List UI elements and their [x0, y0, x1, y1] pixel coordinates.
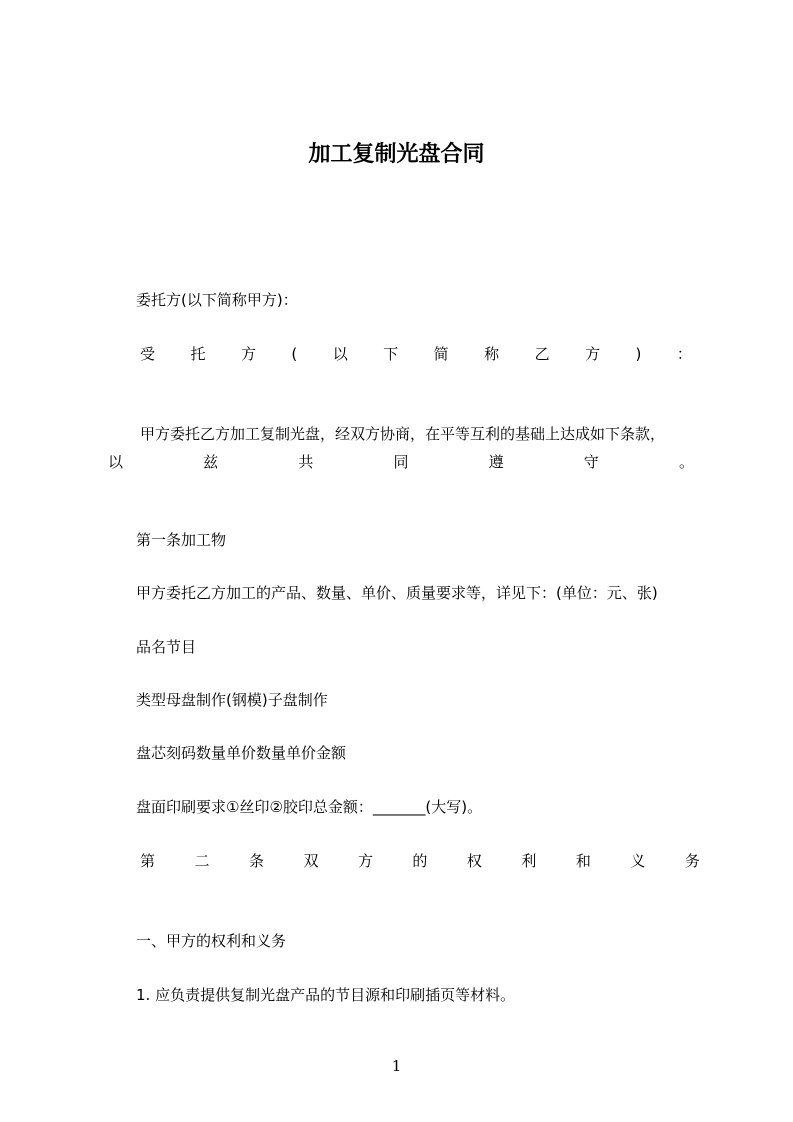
intro-char: 兹: [203, 453, 219, 471]
intro-paragraph-line-2: [108, 451, 694, 473]
client-party-line: 委托方(以下简称甲方)：: [136, 291, 298, 309]
article-2-char: 义: [630, 852, 646, 870]
item-type-line: 类型母盘制作(钢模)子盘制作: [136, 691, 328, 709]
article-2-char: 第: [140, 852, 156, 870]
intro-char: 遵: [488, 453, 504, 471]
article-2-heading: [140, 850, 700, 872]
item-fields-line: 盘芯刻码数量单价数量单价金额: [136, 744, 347, 762]
article-1-description: 甲方委托乙方加工的产品、数量、单价、质量要求等，详见下：(单位：元、张): [136, 584, 658, 602]
intro-char: 以: [108, 453, 124, 471]
intro-paragraph-line-1: 甲方委托乙方加工复制光盘，经双方协商，在平等互利的基础上达成如下条款，: [140, 425, 666, 443]
article-2-char: 的: [412, 852, 428, 870]
intro-char: 守: [583, 453, 599, 471]
contractor-char: 简: [433, 345, 449, 363]
article-2-char: 务: [684, 852, 700, 870]
clause-1: 1. 应负责提供复制光盘产品的节目源和印刷插页等材料。: [136, 986, 516, 1004]
article-2-char: 和: [575, 852, 591, 870]
article-2-char: 方: [357, 852, 373, 870]
contractor-char: 托: [190, 345, 206, 363]
contractor-char: 以: [332, 345, 348, 363]
item-name-line: 品名节目: [136, 638, 197, 656]
intro-char: 共: [298, 453, 314, 471]
contractor-party-line: [140, 343, 692, 365]
article-1-heading: 第一条加工物: [136, 531, 227, 549]
contractor-char: 受: [140, 345, 156, 363]
item-printing-line: 盘面印刷要求①丝印②胶印总金额：_______(大写)。: [136, 798, 483, 816]
article-2-char: 权: [466, 852, 482, 870]
article-2-char: 二: [194, 852, 210, 870]
contractor-char: ：: [676, 345, 692, 363]
article-2-char: 利: [521, 852, 537, 870]
section-a-heading: 一、甲方的权利和义务: [136, 932, 287, 950]
contractor-char: 方: [240, 345, 256, 363]
contractor-char: ): [635, 345, 642, 363]
contractor-char: 乙: [534, 345, 550, 363]
contractor-char: 称: [484, 345, 500, 363]
contractor-char: 下: [383, 345, 399, 363]
article-2-char: 条: [248, 852, 264, 870]
contractor-char: (: [291, 345, 298, 363]
page-number: 1: [391, 1057, 402, 1075]
contract-title: 加工复制光盘合同: [308, 142, 485, 167]
intro-char: 。: [678, 453, 694, 471]
article-2-char: 双: [303, 852, 319, 870]
contractor-char: 方: [585, 345, 601, 363]
intro-char: 同: [393, 453, 409, 471]
